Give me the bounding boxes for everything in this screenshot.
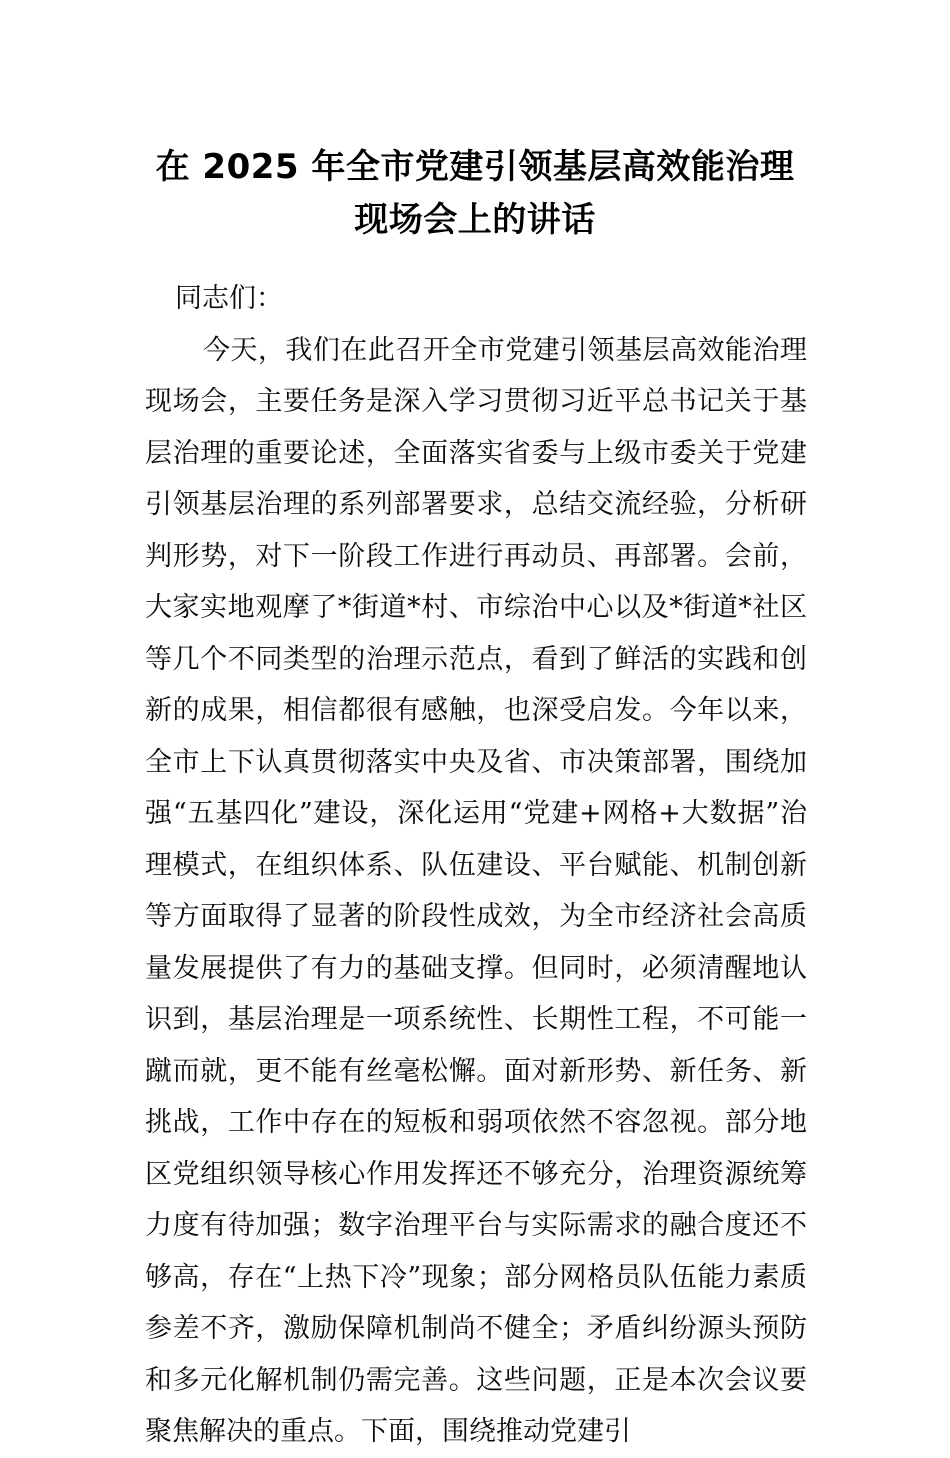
salutation-line: 同志们： [175, 283, 283, 314]
document-body [145, 273, 807, 1458]
body-paragraph-1: 今天，我们在此召开全市党建引领基层高效能治理现场会，主要任务是深入学习贯彻习近平总书记关于基层治理的重要论述，全面落实省委与上级市委关于党建引领基层治理的系列部署要求，总结交流经验，分析研判形势，对下一阶段工作进行再动员、再部署。会前，大家实地观摩了*街道*村、市综治中心以及*街道*社区等几个不同类型的治理示范点，看到了鲜活的实践和创新的成果，相信都很有感触，也深受启发。今年以来，全市上下认真贯彻落实中央及省、市决策部署，围绕加强“五基四化”建设，深化运用“党建+网格+大数据”治理模式，在组织体系、队伍建设、平台赋能、机制创新等方面取得了显著的阶段性成效，为全市经济社会高质量发展提供了有力的基础支撑。但同时，必须清醒地认识到，基层治理是一项系统性、长期性工程，不可能一蹴而就，更不能有丝毫松懈。面对新形势、新任务、新挑战，工作中存在的短板和弱项依然不容忽视。部分地区党组织领导核心作用发挥还不够充分，治理资源统筹力度有待加强；数字治理平台与实际需求的融合度还不够高，存在“上热下冷”现象；部分网格员队伍能力素质参差不齐，激励保障机制尚不健全；矛盾纠纷源头预防和多元化解机制仍需完善。这些问题，正是本次会议要聚焦解决的重点。下面，围绕推动党建引 [145, 334, 807, 1447]
page-title: 在 2025 年全市党建引领基层高效能治理现场会上的讲话 [155, 146, 795, 240]
